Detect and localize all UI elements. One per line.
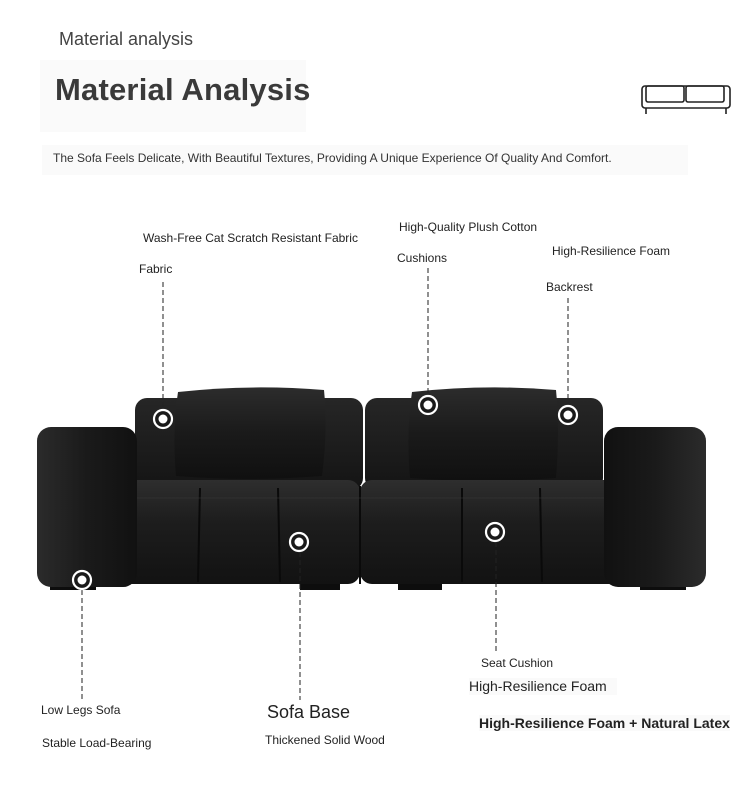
cushions-label: Cushions bbox=[397, 251, 448, 265]
cushions-title: High-Quality Plush Cotton bbox=[399, 220, 538, 234]
legs-title: Low Legs Sofa bbox=[41, 703, 121, 717]
seat-foam-label: High-Resilience Foam bbox=[469, 678, 617, 695]
seat-title: Seat Cushion bbox=[481, 656, 554, 670]
page-title: Material Analysis bbox=[55, 72, 311, 107]
base-title: Sofa Base bbox=[267, 702, 351, 722]
backrest-title: High-Resilience Foam bbox=[552, 244, 671, 258]
base-label: Thickened Solid Wood bbox=[265, 733, 385, 747]
seat-label: High-Resilience Foam + Natural Latex bbox=[479, 715, 730, 731]
section-eyebrow: Material analysis bbox=[59, 29, 194, 49]
page-subtitle: The Sofa Feels Delicate, With Beautiful Textures, Providing A Unique Experience Of Quality And Comfort. bbox=[53, 151, 612, 165]
backrest-label: Backrest bbox=[546, 280, 593, 294]
fabric-label: Fabric bbox=[139, 262, 173, 276]
legs-label: Stable Load-Bearing bbox=[42, 736, 152, 750]
fabric-title: Wash-Free Cat Scratch Resistant Fabric bbox=[143, 231, 358, 245]
